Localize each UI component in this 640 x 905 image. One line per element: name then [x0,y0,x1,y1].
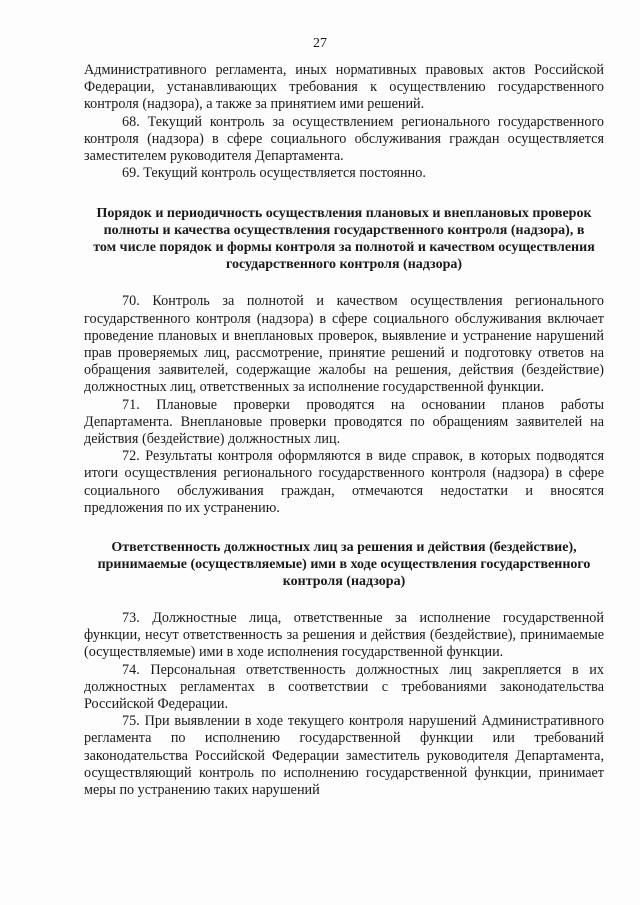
paragraph-continuation: Административного регламента, иных нормативных правовых актов Российской Федерации, устанавливающих требования к осуществлению государственного контроля (надзора), а также за принятием ими решений. [84,62,604,113]
paragraph-70: 70. Контроль за полнотой и качеством осуществления регионального государственного контроля (надзора) в сфере социального обслуживания включает проведение плановых и внеплановых проверок, выявление и устранение нарушений прав проверяемых лиц, рассмотрение, принятие решений и подготовку ответов на обращения заявителей, содержащие жалобы на решения, действия (бездействие) должностных лиц, ответственных за исполнение государственной функции. [84,293,604,396]
spacer [84,590,604,610]
document-body [84,62,604,799]
section-heading-responsibility: Ответственность должностных лиц за решения и действия (бездействие), принимаемые (осуществляемые) ими в ходе осуществления государственного контроля (надзора) [97,540,591,590]
spacer [84,273,604,293]
paragraph-73: 73. Должностные лица, ответственные за исполнение государственной функции, несут ответственность за решения и действия (бездействие), принимаемые (осуществляемые) ими в ходе исполнения государственной функции. [84,610,604,661]
paragraph-72: 72. Результаты контроля оформляются в виде справок, в которых подводятся итоги осуществления регионального государственного контроля (надзора) в сфере социального обслуживания граждан, отмечаются недостатки и вносятся предложения по их устранению. [84,448,604,516]
spacer [84,182,604,205]
section-heading-inspections: Порядок и периодичность осуществления плановых и внеплановых проверок полноты и качества осуществления государственного контроля (надзора), в том числе порядок и формы контроля за полнотой и качеством осуществления государственного контроля (надзора) [93,206,595,273]
paragraph-74: 74. Персональная ответственность должностных лиц закрепляется в их должностных регламентах в соответствии с требованиями законодательства Российской Федерации. [84,661,604,713]
paragraph-71: 71. Плановые проверки проводятся на основании планов работы Департамента. Внеплановые проверки проводятся по обращениям заявителей на действия (бездействие) должностных лиц. [84,396,604,448]
paragraph-68: 68. Текущий контроль за осуществлением регионального государственного контроля (надзора) в сфере социального обслуживания граждан осуществляется заместителем руководителя Департамента. [84,113,604,165]
paragraph-69: 69. Текущий контроль осуществляется постоянно. [122,165,426,182]
spacer [84,517,604,539]
page-number: 27 [313,36,327,51]
paragraph-75: 75. При выявлении в ходе текущего контроля нарушений Административного регламента по исполнению государственной функции или требований законодательства Российской Федерации заместитель руководителя Департамента, осуществляющий контроль по исполнению государственной функции, принимает меры по устранению таких нарушений [84,713,604,799]
